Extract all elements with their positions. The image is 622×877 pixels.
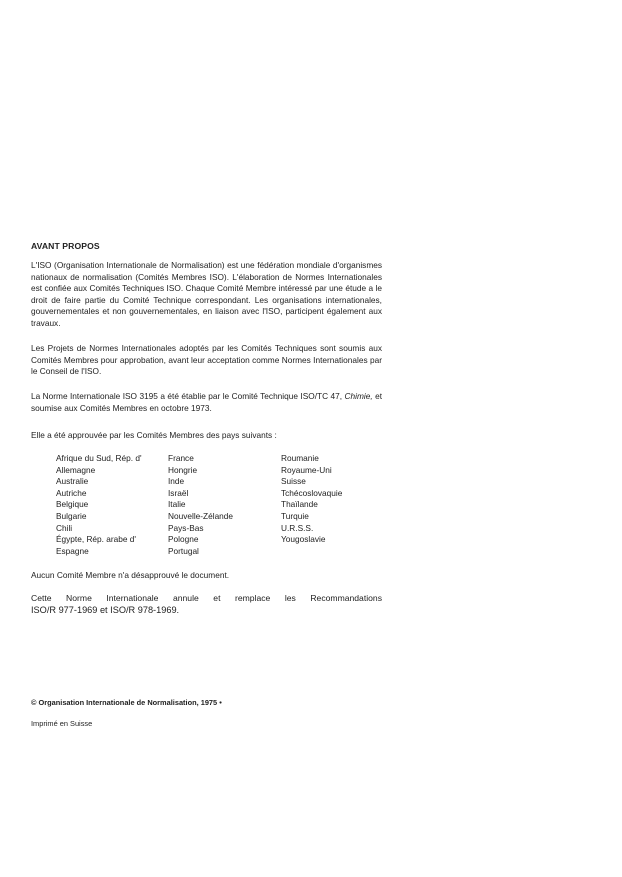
country-item: Afrique du Sud, Rép. d' <box>56 453 142 463</box>
paragraph-approval: Elle a été approuvée par les Comités Membres des pays suivants : <box>31 430 277 440</box>
country-item: Israël <box>168 487 189 498</box>
page-title: AVANT PROPOS <box>31 241 100 251</box>
country-item: Égypte, Rép. arabe d' <box>56 534 136 545</box>
country-item: Suisse <box>281 476 306 487</box>
replaces-line-1: Cette Norme Internationale annule et remplace les Recommandations <box>31 593 382 603</box>
origin-text-end: et soumise aux Comités Membres en octobre 1973. <box>31 391 383 413</box>
country-item: Chili <box>56 522 73 533</box>
country-item: Tchécoslovaquie <box>281 487 343 498</box>
country-item: Thaïlande <box>281 499 318 510</box>
committee-name: Chimie, <box>344 391 373 401</box>
country-column-3 <box>281 453 342 546</box>
country-item: Yougoslavie <box>281 534 326 545</box>
country-item: Espagne <box>56 545 89 556</box>
country-column-2 <box>168 453 233 557</box>
country-item: Belgique <box>56 499 89 510</box>
paragraph-draft-standards: Les Projets de Normes Internationales adoptés par les Comités Techniques sont soumis aux Comités Membres pour approbation, avant leur acceptation comme Normes Internationales par le Conseil de l'ISO. <box>31 343 382 377</box>
paragraph-no-disapproval: Aucun Comité Membre n'a désapprouvé le document. <box>31 570 230 580</box>
country-item: Pologne <box>168 534 199 545</box>
country-item: Autriche <box>56 487 87 498</box>
country-item: Bulgarie <box>56 510 87 521</box>
paragraph-iso-intro: L'ISO (Organisation Internationale de Normalisation) est une fédération mondiale d'organismes nationaux de normalisation (Comités Membres ISO). L'élaboration de Normes Internationales est confiée aux Comités Techniques ISO. Chaque Comité Membre intéressé par une étude a le droit de faire partie du Comité Technique correspondant. Les organisations internationales, gouvernementales et non gouvernementales, en liaison avec l'ISO, participent également aux travaux. <box>31 260 382 328</box>
country-item: Hongrie <box>168 464 198 475</box>
country-item: Royaume-Uni <box>281 464 332 475</box>
paragraph-replaces <box>31 592 382 616</box>
country-item: Turquie <box>281 510 309 521</box>
country-item: Nouvelle-Zélande <box>168 510 234 521</box>
country-item: U.R.S.S. <box>281 522 314 533</box>
country-item: France <box>168 453 194 463</box>
copyright-notice: © Organisation Internationale de Normalisation, 1975 • <box>31 698 222 707</box>
country-item: Pays-Bas <box>168 522 204 533</box>
country-item: Roumanie <box>281 453 319 463</box>
country-item: Italie <box>168 499 186 510</box>
printed-in-note: Imprimé en Suisse <box>31 719 93 728</box>
country-item: Portugal <box>168 545 199 556</box>
paragraph-standard-origin <box>31 391 382 414</box>
country-column-1 <box>56 453 142 557</box>
origin-text-start: La Norme Internationale ISO 3195 a été établie par le Comité Technique ISO/TC 47, <box>31 391 343 401</box>
country-item: Allemagne <box>56 464 96 475</box>
country-item: Inde <box>168 476 185 487</box>
country-item: Australie <box>56 476 89 487</box>
replaces-line-2: ISO/R 977-1969 et ISO/R 978-1969. <box>31 605 180 615</box>
